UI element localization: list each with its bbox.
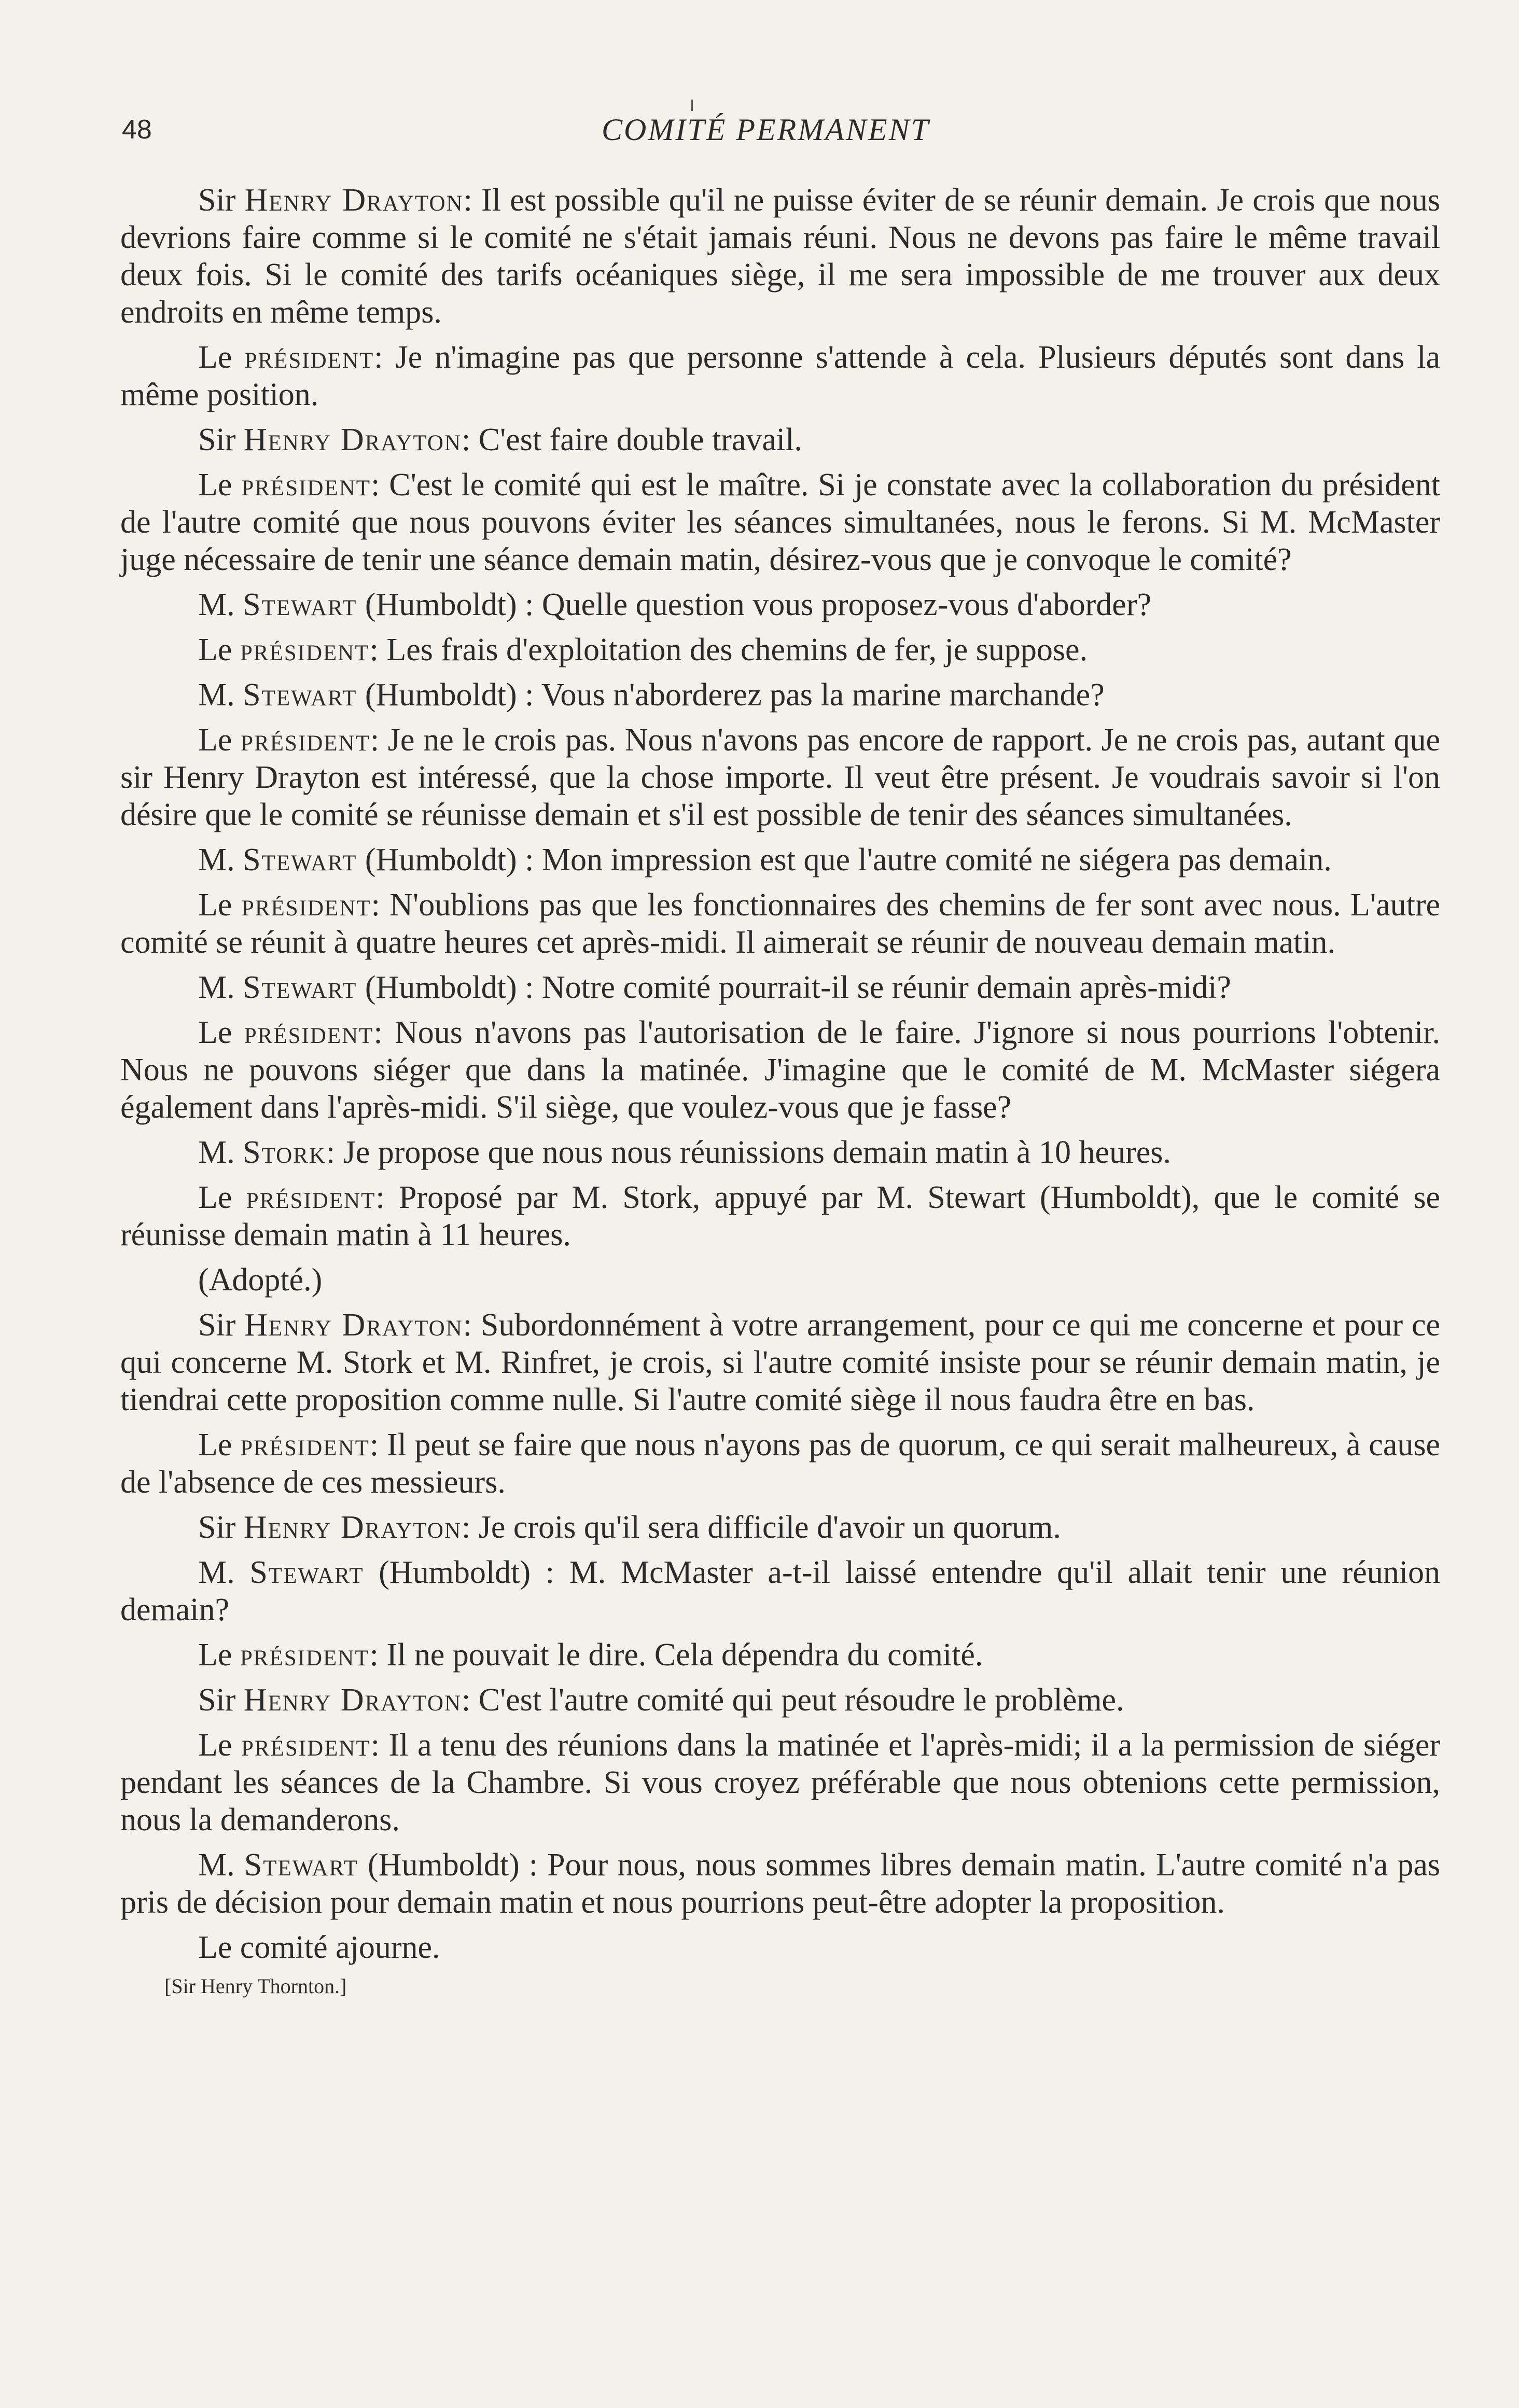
speech-text: Vous n'aborderez pas la marine marchande? bbox=[534, 677, 1105, 713]
speech-paragraph bbox=[120, 1426, 1440, 1501]
speaker-name: président bbox=[240, 1427, 370, 1463]
speaker-separator: : bbox=[375, 1180, 385, 1215]
speech-text: Je n'imagine pas que personne s'attende à cela. Plusieurs députés sont dans la même position. bbox=[120, 340, 1440, 412]
speech-text: Il peut se faire que nous n'ayons pas de quorum, ce qui serait malheureux, à cause de l'absence de ces messieurs. bbox=[120, 1427, 1441, 1500]
speech-text: C'est le comité qui est le maître. Si je constate avec la collaboration du président de l'autre comité que nous pouvons éviter les séances simultanées, nous le ferons. Si M. McMaster juge nécessaire de tenir une séance demain matin, désirez-vous que je convoque le comité? bbox=[120, 467, 1441, 577]
speaker-title: Sir bbox=[198, 183, 236, 218]
speaker-name: président bbox=[240, 632, 370, 667]
speaker-title: Le bbox=[198, 1427, 232, 1463]
speaker-separator: : bbox=[326, 1135, 336, 1170]
speech-text: Je propose que nous nous réunissions demain matin à 10 heures. bbox=[335, 1135, 1171, 1170]
speaker-name: président bbox=[244, 1015, 374, 1050]
speech-text: C'est l'autre comité qui peut résoudre le problème. bbox=[470, 1682, 1124, 1718]
speech-paragraph bbox=[120, 1134, 1440, 1171]
speaker-separator: : bbox=[370, 722, 380, 758]
speaker-title: Sir bbox=[198, 422, 236, 457]
speaker-name: Stewart bbox=[243, 970, 357, 1005]
speaker-separator: : bbox=[373, 1015, 383, 1050]
transcript-paragraphs-part-1 bbox=[120, 182, 1440, 1254]
speaker-title: Le bbox=[198, 467, 232, 503]
speaker-name: Stewart bbox=[243, 677, 357, 713]
speech-paragraph bbox=[120, 1179, 1440, 1254]
adjournment: Le comité ajourne. bbox=[198, 1930, 440, 1965]
speech-text: Pour nous, nous sommes libres demain matin. L'autre comité n'a pas pris de décision pour demain matin et nous pourrions peut-être adopter la proposition. bbox=[120, 1847, 1440, 1920]
speaker-separator: (Humboldt) : bbox=[357, 842, 534, 878]
speech-text: Il a tenu des réunions dans la matinée et l'après-midi; il a la permission de siéger pendant les séances de la Chambre. Si vous croyez préférable que nous obtenions cette permission, nous la demanderons. bbox=[120, 1728, 1441, 1838]
motion-adopted: (Adopté.) bbox=[198, 1262, 323, 1298]
speech-text: Il ne pouvait le dire. Cela dépendra du comité. bbox=[378, 1637, 983, 1673]
speech-text: Mon impression est que l'autre comité ne siégera pas demain. bbox=[534, 842, 1332, 878]
speaker-title: M. bbox=[198, 677, 235, 713]
speech-paragraph bbox=[120, 421, 1440, 458]
transcript-body bbox=[120, 182, 1440, 1999]
speaker-separator: : bbox=[371, 887, 380, 923]
speech-text: Je ne le crois pas. Nous n'avons pas encore de rapport. Je ne crois pas, autant que sir Henry Drayton est intéressé, que la chose importe. Il veut être présent. Je voudrais savoir si l'on désire que le comité se réunisse demain et s'il est possible de tenir des séances simultanées. bbox=[120, 722, 1440, 832]
speech-paragraph bbox=[120, 721, 1440, 833]
speaker-name: Stewart bbox=[243, 842, 357, 878]
speech-paragraph bbox=[120, 1014, 1440, 1126]
speaker-name: Henry Drayton bbox=[243, 1510, 462, 1545]
speech-paragraph bbox=[120, 1727, 1440, 1839]
speaker-title: Sir bbox=[198, 1682, 236, 1718]
speaker-separator: : bbox=[462, 1510, 471, 1545]
speech-paragraph bbox=[120, 1509, 1440, 1546]
speech-text: Quelle question vous proposez-vous d'aborder? bbox=[534, 587, 1151, 622]
speaker-title: Le bbox=[198, 1180, 232, 1215]
transcript-paragraphs-part-2 bbox=[120, 1306, 1440, 1921]
speech-paragraph bbox=[120, 631, 1440, 669]
speech-text: Il est possible qu'il ne puisse éviter de se réunir demain. Je crois que nous devrions faire comme si le comité ne s'était jamais réuni. Nous ne devons pas faire le même travail deux fois. Si le comité des tarifs océaniques siège, il me sera impossible de me trouver aux deux endroits en même temps. bbox=[120, 183, 1441, 330]
speaker-title: Le bbox=[198, 887, 232, 923]
speaker-separator: : bbox=[369, 632, 379, 667]
speech-text: Proposé par M. Stork, appuyé par M. Stewart (Humboldt), que le comité se réunisse demain matin à 11 heures. bbox=[120, 1180, 1440, 1252]
speech-paragraph bbox=[120, 466, 1440, 578]
speech-paragraph bbox=[120, 1306, 1440, 1418]
speech-text: M. McMaster a-t-il laissé entendre qu'il allait tenir une réunion demain? bbox=[120, 1555, 1440, 1627]
speaker-separator: : bbox=[463, 1307, 472, 1343]
speaker-title: M. bbox=[198, 587, 235, 622]
speech-text: Je crois qu'il sera difficile d'avoir un quorum. bbox=[470, 1510, 1061, 1545]
speaker-separator: (Humboldt) : bbox=[357, 970, 534, 1005]
speech-text: Les frais d'exploitation des chemins de fer, je suppose. bbox=[378, 632, 1088, 667]
speaker-title: Le bbox=[198, 1728, 232, 1763]
speaker-separator: : bbox=[369, 1637, 379, 1673]
speech-paragraph bbox=[120, 1636, 1440, 1674]
speech-text: C'est faire double travail. bbox=[470, 422, 802, 457]
speaker-name: président bbox=[241, 887, 371, 923]
speech-text: Nous n'avons pas l'autorisation de le faire. J'ignore si nous pourrions l'obtenir. Nous ne pouvons siéger que dans la matinée. J'imagine que le comité de M. McMaster siégera également dans l'après-midi. S'il siège, que voulez-vous que je fasse? bbox=[120, 1015, 1440, 1125]
speaker-name: président bbox=[240, 1637, 370, 1673]
speaker-name: président bbox=[241, 1728, 371, 1763]
speaker-name: président bbox=[241, 722, 370, 758]
speech-text: Notre comité pourrait-il se réunir demain après-midi? bbox=[534, 970, 1231, 1005]
speaker-separator: : bbox=[374, 340, 383, 375]
speaker-name: Henry Drayton bbox=[244, 183, 464, 218]
speech-paragraph bbox=[120, 1554, 1440, 1628]
speech-paragraph bbox=[120, 586, 1440, 623]
speaker-title: M. bbox=[198, 842, 235, 878]
speaker-separator: (Humboldt) : bbox=[357, 677, 534, 713]
speech-paragraph bbox=[120, 676, 1440, 714]
speaker-separator: : bbox=[370, 1728, 380, 1763]
speaker-name: président bbox=[246, 1180, 376, 1215]
speaker-name: Henry Drayton bbox=[243, 422, 462, 457]
speaker-footnote: [Sir Henry Thornton.] bbox=[164, 1974, 347, 1998]
speaker-separator: : bbox=[371, 467, 380, 503]
speaker-name: Henry Drayton bbox=[243, 1682, 462, 1718]
speaker-separator: (Humboldt) : bbox=[364, 1555, 554, 1590]
page-header bbox=[122, 109, 1441, 150]
page-number: 48 bbox=[122, 115, 152, 145]
speaker-title: M. bbox=[198, 970, 235, 1005]
speaker-name: Stewart bbox=[243, 587, 357, 622]
speaker-title: M. bbox=[198, 1847, 235, 1883]
speaker-title: Sir bbox=[198, 1510, 236, 1545]
speaker-separator: : bbox=[462, 422, 471, 457]
speech-paragraph bbox=[120, 182, 1440, 331]
speaker-title: M. bbox=[198, 1555, 235, 1590]
speaker-title: Sir bbox=[198, 1307, 236, 1343]
speaker-title: M. bbox=[198, 1135, 235, 1170]
speaker-name: Henry Drayton bbox=[244, 1307, 463, 1343]
speech-paragraph bbox=[120, 1846, 1440, 1921]
speech-paragraph bbox=[120, 1681, 1440, 1719]
running-title: COMITÉ PERMANENT bbox=[602, 113, 930, 147]
speech-text: Subordonnément à votre arrangement, pour ce qui me concerne et pour ce qui concerne M. Stork et M. Rinfret, je crois, si l'autre comité insiste pour se réunir demain matin, je tiendrai cette proposition comme nulle. Si l'autre comité siège il nous faudra être en bas. bbox=[120, 1307, 1440, 1417]
speaker-separator: : bbox=[369, 1427, 379, 1463]
speaker-title: Le bbox=[198, 1015, 232, 1050]
speaker-title: Le bbox=[198, 632, 232, 667]
speaker-name: président bbox=[241, 467, 371, 503]
speech-paragraph bbox=[120, 969, 1440, 1006]
speaker-separator: : bbox=[462, 1682, 471, 1718]
speech-text: N'oublions pas que les fonctionnaires des chemins de fer sont avec nous. L'autre comité se réunit à quatre heures cet après-midi. Il aimerait se réunir de nouveau demain matin. bbox=[120, 887, 1440, 960]
speaker-name: Stork bbox=[243, 1135, 326, 1170]
speech-paragraph bbox=[120, 886, 1440, 961]
speech-paragraph bbox=[120, 339, 1440, 413]
speaker-separator: (Humboldt) : bbox=[358, 1847, 538, 1883]
speaker-name: président bbox=[244, 340, 374, 375]
speaker-name: Stewart bbox=[244, 1847, 358, 1883]
speaker-separator: (Humboldt) : bbox=[357, 587, 534, 622]
speaker-title: Le bbox=[198, 340, 232, 375]
speaker-title: Le bbox=[198, 1637, 232, 1673]
speaker-name: Stewart bbox=[249, 1555, 364, 1590]
speaker-title: Le bbox=[198, 722, 232, 758]
speaker-separator: : bbox=[463, 183, 472, 218]
speech-paragraph bbox=[120, 841, 1440, 879]
